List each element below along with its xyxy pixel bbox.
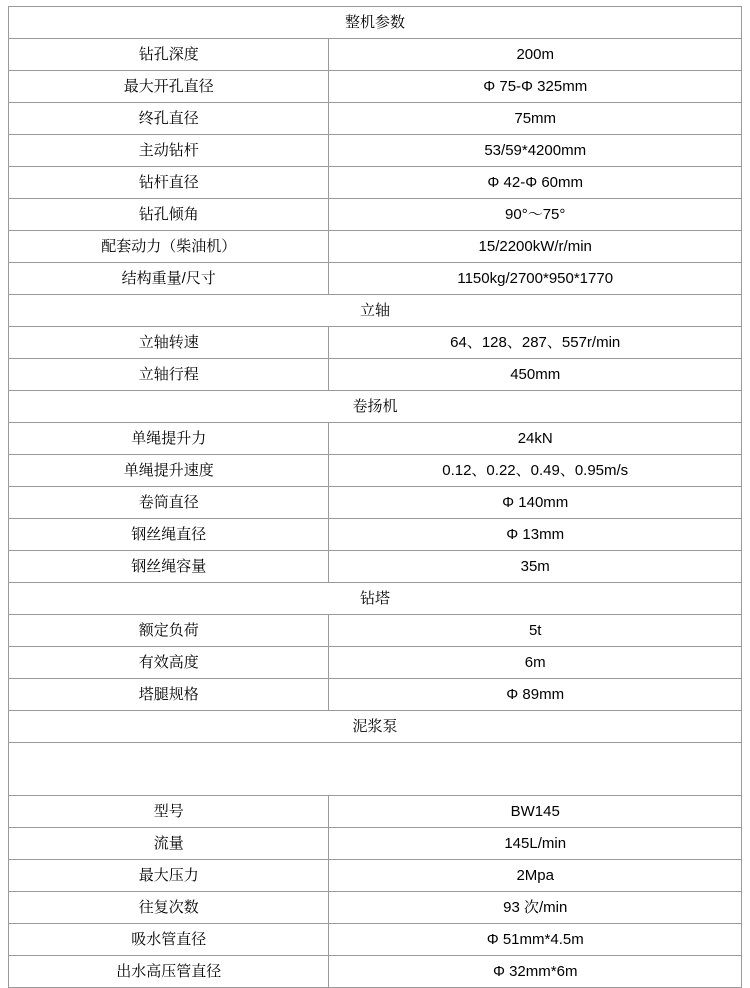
row-label: 终孔直径 <box>9 103 329 135</box>
empty-row <box>9 743 742 796</box>
section-header-row <box>9 391 742 423</box>
table-row <box>9 103 742 135</box>
table-row <box>9 924 742 956</box>
row-label: 钻孔深度 <box>9 39 329 71</box>
row-label: 吸水管直径 <box>9 924 329 956</box>
table-row <box>9 796 742 828</box>
table-row <box>9 615 742 647</box>
table-row <box>9 455 742 487</box>
table-row <box>9 71 742 103</box>
table-row <box>9 423 742 455</box>
row-label: 主动钻杆 <box>9 135 329 167</box>
section-title: 立轴 <box>9 295 742 327</box>
row-value: Φ 42-Φ 60mm <box>329 167 742 199</box>
section-header-row <box>9 7 742 39</box>
section-header-row <box>9 295 742 327</box>
row-value: 1150kg/2700*950*1770 <box>329 263 742 295</box>
row-value: Φ 75-Φ 325mm <box>329 71 742 103</box>
table-row <box>9 647 742 679</box>
specifications-table <box>8 6 742 988</box>
table-row <box>9 828 742 860</box>
row-label: 钢丝绳直径 <box>9 519 329 551</box>
row-label: 单绳提升速度 <box>9 455 329 487</box>
row-label: 立轴行程 <box>9 359 329 391</box>
empty-cell <box>9 743 742 796</box>
row-label: 钢丝绳容量 <box>9 551 329 583</box>
row-label: 有效高度 <box>9 647 329 679</box>
row-value: 6m <box>329 647 742 679</box>
table-row <box>9 231 742 263</box>
table-row <box>9 679 742 711</box>
section-title: 泥浆泵 <box>9 711 742 743</box>
table-row <box>9 39 742 71</box>
table-row <box>9 860 742 892</box>
table-row <box>9 199 742 231</box>
row-label: 卷筒直径 <box>9 487 329 519</box>
row-label: 结构重量/尺寸 <box>9 263 329 295</box>
row-value: Φ 51mm*4.5m <box>329 924 742 956</box>
row-label: 型号 <box>9 796 329 828</box>
row-value: Φ 140mm <box>329 487 742 519</box>
row-value: 200m <box>329 39 742 71</box>
section-title: 钻塔 <box>9 583 742 615</box>
row-value: Φ 13mm <box>329 519 742 551</box>
row-label: 钻孔倾角 <box>9 199 329 231</box>
row-value: Φ 32mm*6m <box>329 956 742 988</box>
row-value: BW145 <box>329 796 742 828</box>
row-value: Φ 89mm <box>329 679 742 711</box>
row-value: 35m <box>329 551 742 583</box>
table-row <box>9 519 742 551</box>
row-label: 往复次数 <box>9 892 329 924</box>
row-label: 最大开孔直径 <box>9 71 329 103</box>
row-value: 93 次/min <box>329 892 742 924</box>
table-row <box>9 327 742 359</box>
row-value: 24kN <box>329 423 742 455</box>
section-title: 整机参数 <box>9 7 742 39</box>
table-row <box>9 263 742 295</box>
row-value: 53/59*4200mm <box>329 135 742 167</box>
row-label: 额定负荷 <box>9 615 329 647</box>
table-row <box>9 487 742 519</box>
row-label: 最大压力 <box>9 860 329 892</box>
row-value: 64、128、287、557r/min <box>329 327 742 359</box>
table-row <box>9 359 742 391</box>
row-value: 5t <box>329 615 742 647</box>
row-label: 塔腿规格 <box>9 679 329 711</box>
row-label: 立轴转速 <box>9 327 329 359</box>
table-row <box>9 551 742 583</box>
row-label: 钻杆直径 <box>9 167 329 199</box>
row-label: 出水高压管直径 <box>9 956 329 988</box>
section-title: 卷扬机 <box>9 391 742 423</box>
row-value: 75mm <box>329 103 742 135</box>
section-header-row <box>9 583 742 615</box>
table-row <box>9 135 742 167</box>
row-value: 15/2200kW/r/min <box>329 231 742 263</box>
row-label: 单绳提升力 <box>9 423 329 455</box>
row-label: 流量 <box>9 828 329 860</box>
table-row <box>9 892 742 924</box>
row-label: 配套动力（柴油机） <box>9 231 329 263</box>
row-value: 145L/min <box>329 828 742 860</box>
section-header-row <box>9 711 742 743</box>
table-row <box>9 956 742 988</box>
row-value: 450mm <box>329 359 742 391</box>
table-body <box>9 7 742 988</box>
row-value: 0.12、0.22、0.49、0.95m/s <box>329 455 742 487</box>
row-value: 90°～75° <box>329 199 742 231</box>
table-row <box>9 167 742 199</box>
row-value: 2Mpa <box>329 860 742 892</box>
